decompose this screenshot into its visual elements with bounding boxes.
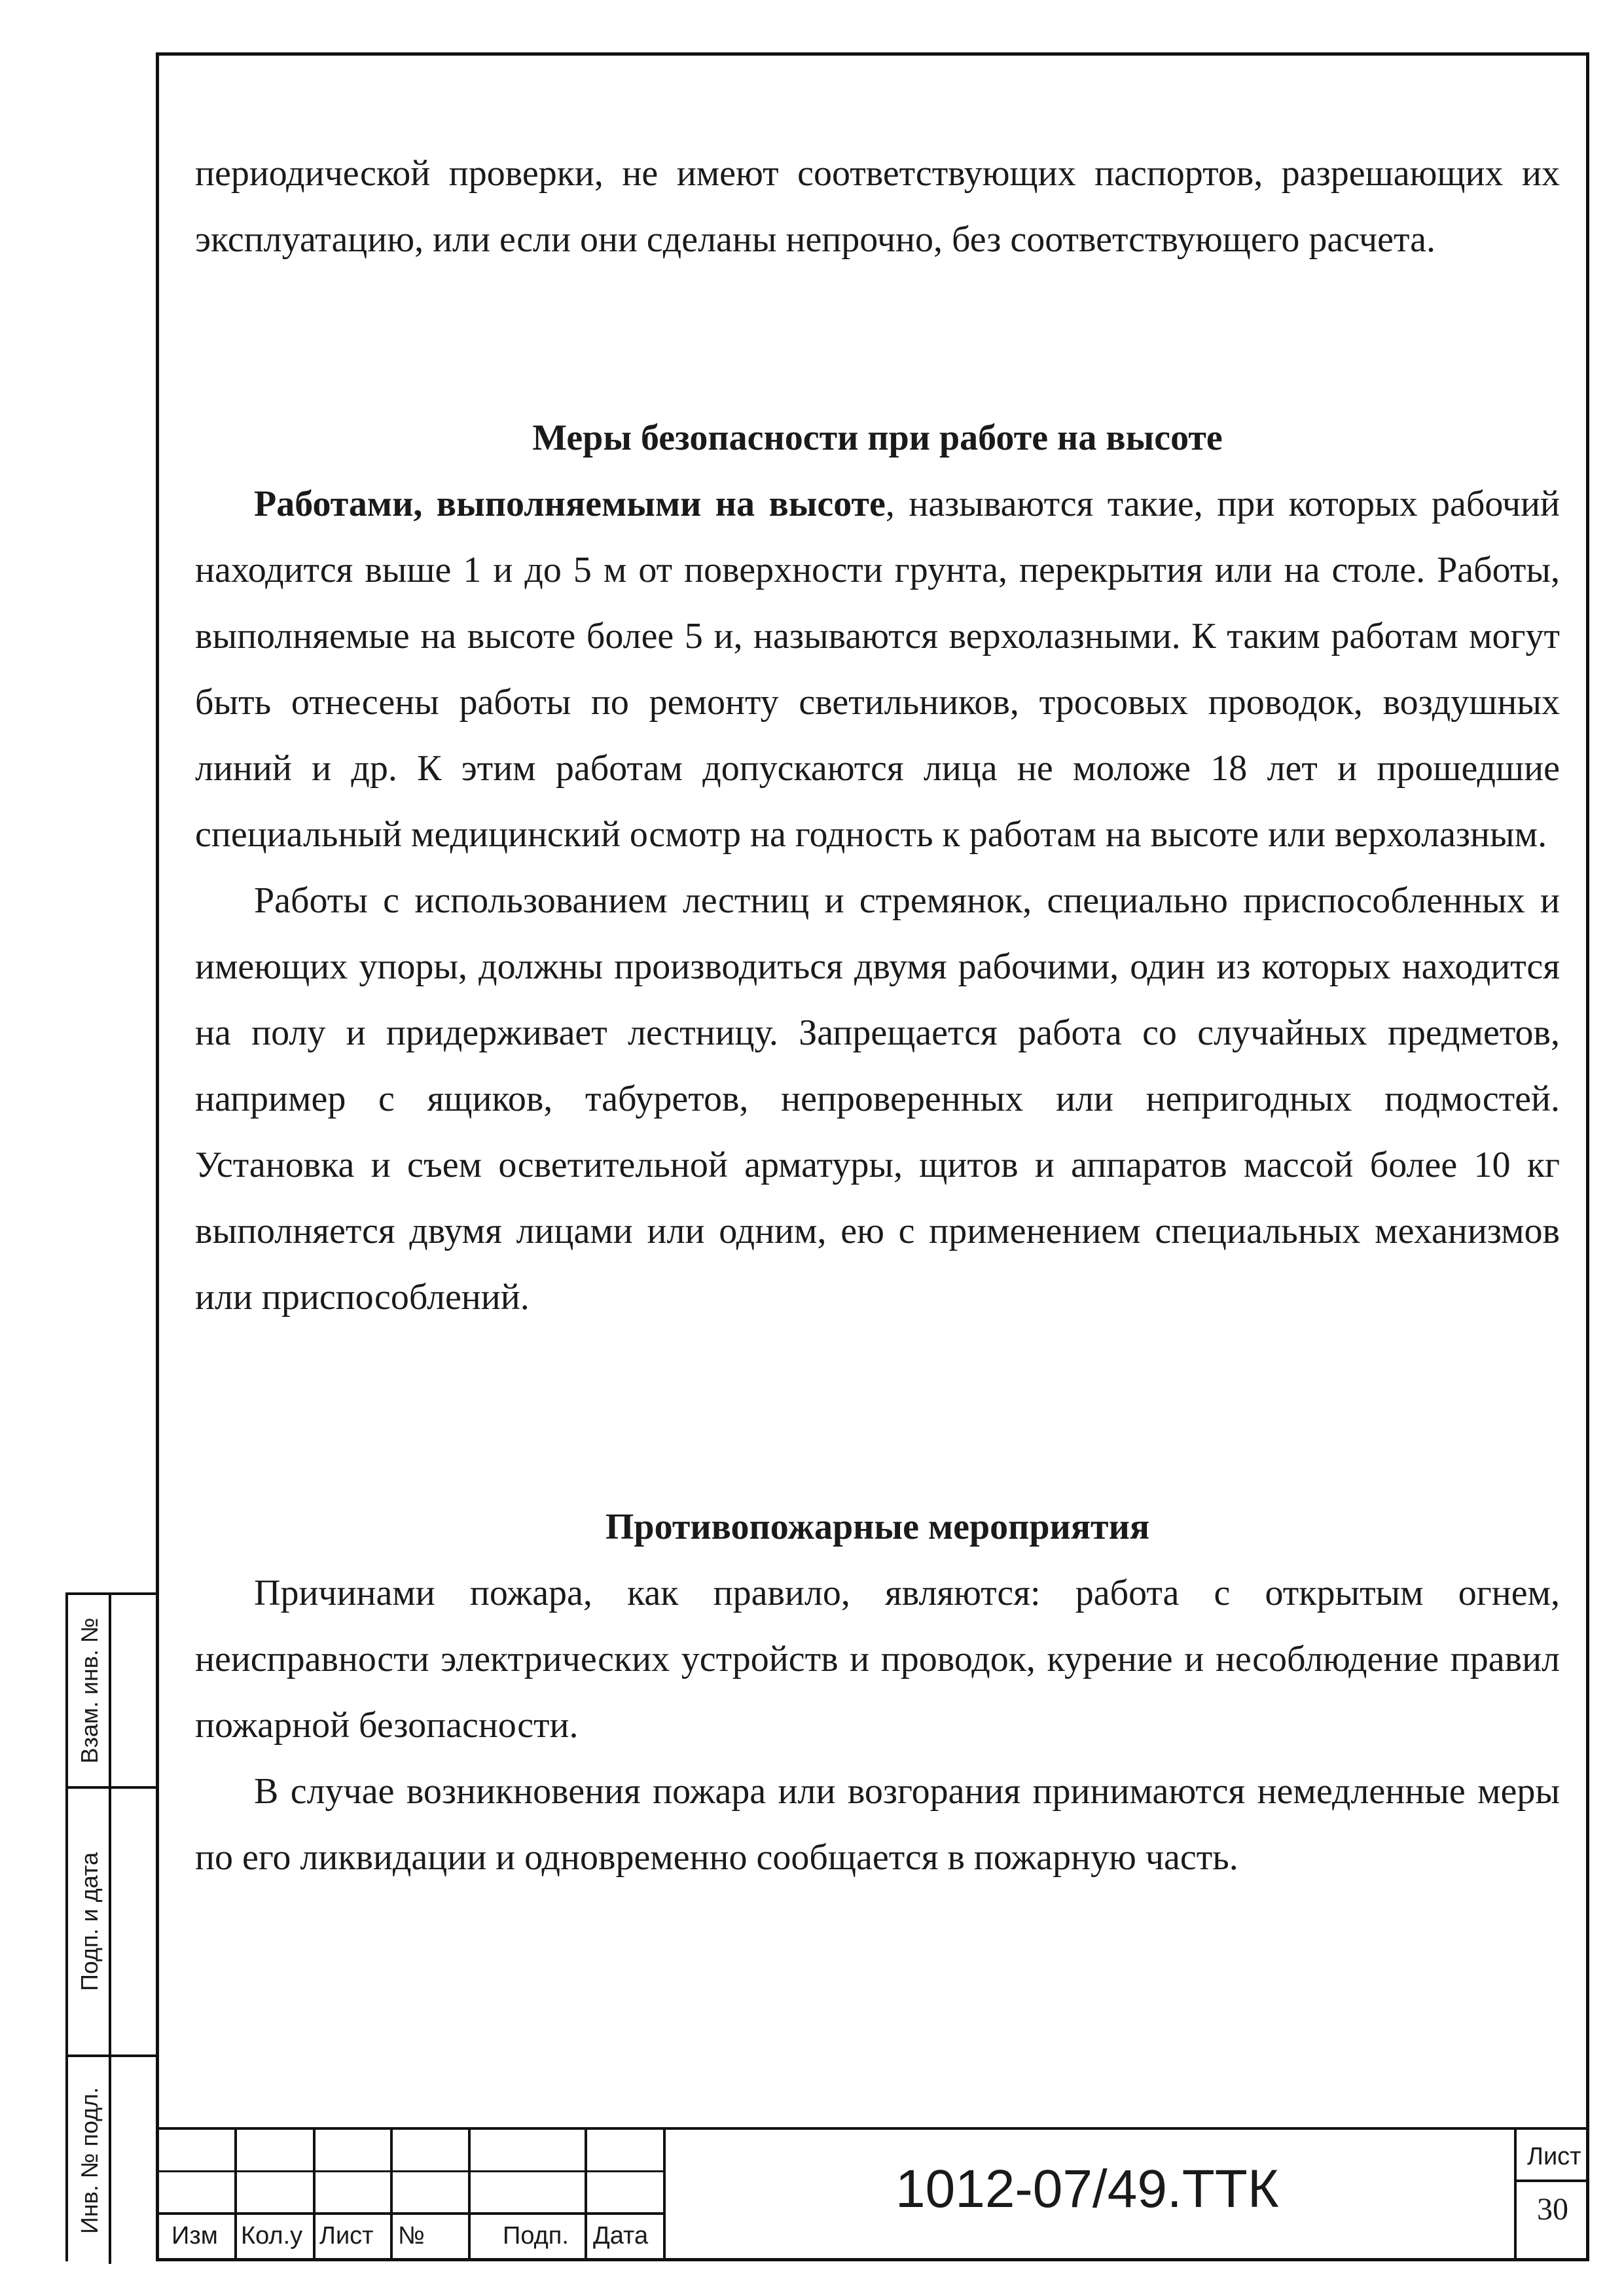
document-code: 1012-07/49.ТТК	[895, 2159, 1279, 2219]
side-label-vzam-inv: Взам. инв. №	[76, 1617, 103, 1764]
tb-line	[1514, 2127, 1517, 2261]
paragraph-ladders: Работы с использованием лестниц и стремянок, специально приспособленных и имеющих упоры, должны производиться двумя рабочими, один из которых находится на полу и придерживает лестницу. Запрещается работа со случайных предметов, например с ящиков, табуретов, непроверенных или непригодных подмостей. Установка и съем осветительной арматуры, щитов и аппаратов массой более 10 кг выполняется двумя лицами или одним, ею с применением специальных механизмов или приспособлений.	[195, 880, 1560, 1318]
sheet-number: 30	[1537, 2192, 1568, 2227]
tb-line	[1514, 2179, 1589, 2182]
side-cell-inv	[68, 2054, 158, 2264]
side-label-inv-podl: Инв. № подл.	[76, 2087, 103, 2234]
side-label-cell	[68, 2057, 111, 2264]
tb-col-izm: Изм	[171, 2222, 218, 2250]
side-label-cell	[68, 1789, 111, 2054]
tb-line	[313, 2127, 316, 2261]
tb-line	[663, 2127, 666, 2261]
paragraph-fire-response: В случае возникновения пожара или возгорания принимаются немедленные меры по его ликвидации и одновременно сообщается в пожарную часть.	[195, 1771, 1560, 1878]
side-stamp-strip	[65, 1592, 156, 2261]
term-bold: Работами, выполняемыми на высоте	[254, 484, 886, 524]
tb-col-list: Лист	[319, 2222, 374, 2250]
tb-col-kol: Кол.у	[241, 2222, 303, 2250]
side-cell-podp	[68, 1786, 158, 2054]
tb-line	[390, 2127, 393, 2261]
tb-col-podp: Подп.	[503, 2222, 569, 2250]
tb-line	[585, 2127, 587, 2261]
side-label-cell	[68, 1595, 111, 1786]
paragraph-fire-causes: Причинами пожара, как правило, являются: работа с открытым огнем, неисправности электрических устройств и проводок, курение и несоблюдение правил пожарной безопасности.	[195, 1573, 1560, 1746]
paragraph-height-work-definition	[195, 471, 1560, 868]
section-heading-height-safety: Меры безопасности при работе на высоте	[532, 418, 1223, 458]
paragraph-continuation: периодической проверки, не имеют соответствующих паспортов, разрешающих их эксплуатацию, или если они сделаны непрочно, без соответствующего расчета.	[195, 153, 1560, 260]
tb-line	[468, 2127, 471, 2261]
tb-col-num: №	[398, 2222, 425, 2250]
spacer	[195, 1331, 1560, 1494]
tb-line	[234, 2127, 237, 2261]
spacer	[195, 273, 1560, 405]
side-label-podp-data: Подп. и дата	[76, 1852, 103, 1992]
paragraph-text: , называются такие, при которых рабочий находится выше 1 и до 5 м от поверхности грунта, перекрытия или на столе. Работы, выполняемые на высоте более 5 и, называются верхолазными. К таким работам могут быть отнесены работы по ремонту светильников, тросовых проводок, воздушных линий и др. К этим работам допускаются лица не моложе 18 лет и прошедшие специальный медицинский осмотр на годность к работам на высоте или верхолазным.	[195, 484, 1560, 855]
document-body	[195, 141, 1560, 1891]
side-cell-vzam	[68, 1595, 158, 1786]
title-block	[156, 2127, 1589, 2261]
section-heading-fire-safety: Противопожарные мероприятия	[605, 1507, 1150, 1547]
tb-col-data: Дата	[593, 2222, 649, 2250]
sheet-label: Лист	[1527, 2143, 1581, 2170]
tb-line	[156, 2127, 1589, 2130]
